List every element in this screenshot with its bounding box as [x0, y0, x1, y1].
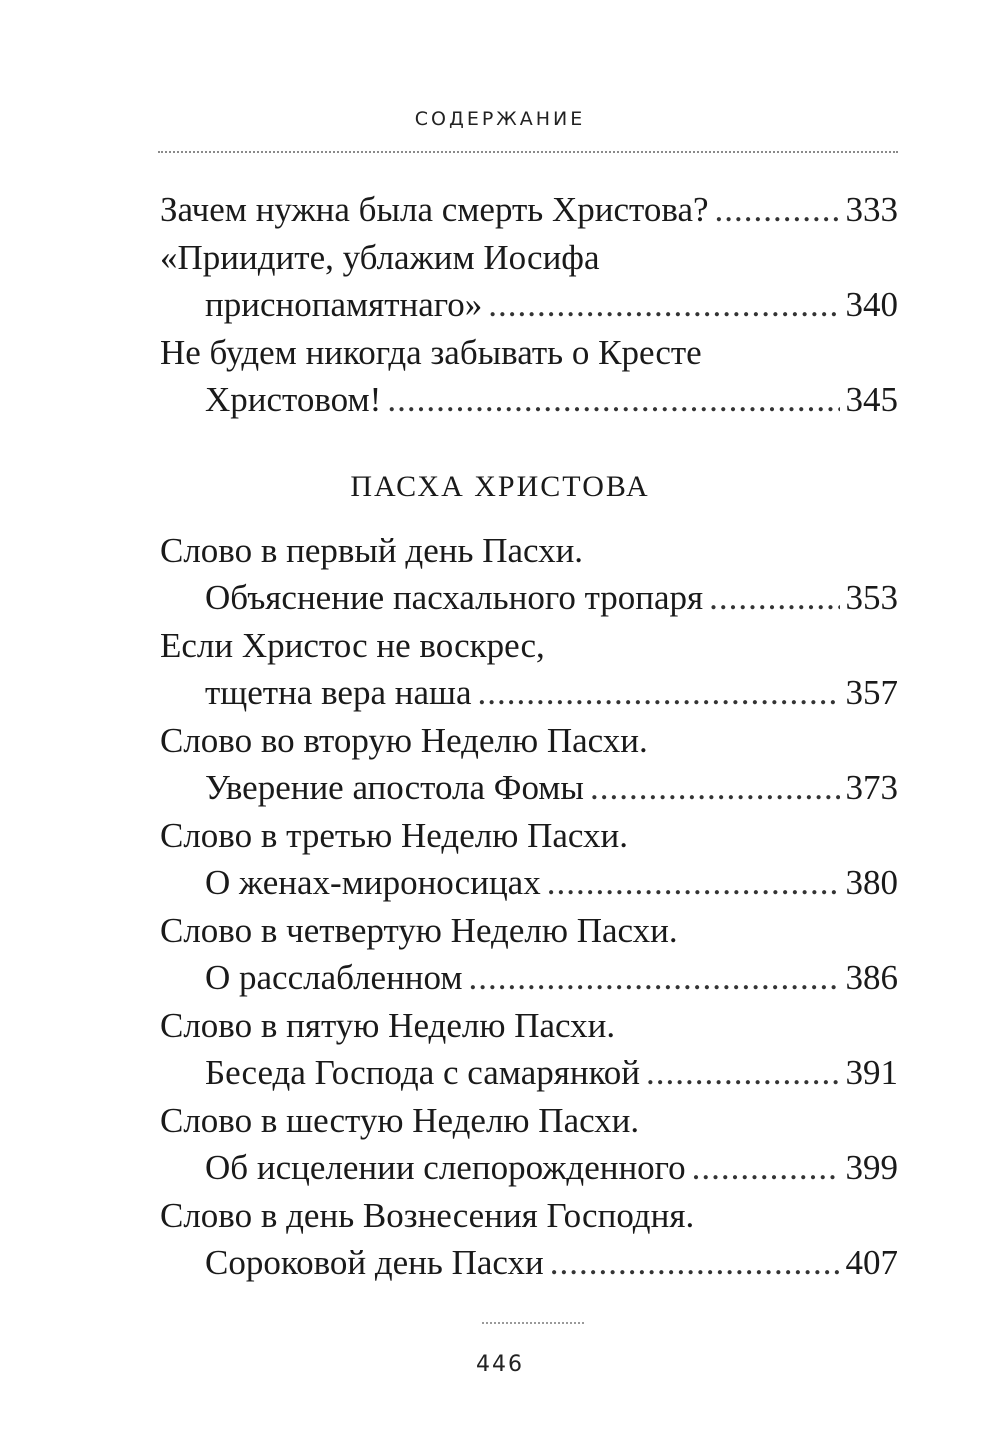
toc-entry-last-line — [160, 954, 898, 1001]
toc-entry-last-line — [160, 764, 898, 811]
toc-entry-title-line: Слово в шестую Неделю Пасхи. — [160, 1101, 640, 1140]
toc-entry-title: Уверение апостола Фомы — [205, 768, 584, 807]
toc-entry[interactable] — [160, 1097, 898, 1191]
toc-entry-last-line — [160, 1239, 898, 1286]
toc-entry[interactable] — [160, 622, 898, 716]
toc-list-top — [160, 186, 898, 423]
toc-entry-title-line: Слово в день Вознесения Господня. — [160, 1196, 695, 1235]
header-divider — [158, 151, 898, 153]
toc-entry-last-line — [160, 859, 898, 906]
toc-entry[interactable] — [160, 1192, 898, 1286]
toc-entry-title: Сороковой день Пасхи — [205, 1243, 544, 1282]
toc-entry-last-line — [160, 1144, 898, 1191]
toc-entry-last-line — [160, 669, 898, 716]
toc-entry-last-line — [160, 376, 898, 423]
toc-entry[interactable] — [160, 1002, 898, 1096]
toc-entry-last-line — [160, 186, 898, 233]
toc-page-number: 340 — [845, 285, 898, 324]
toc-entry-title: О женах-мироносицах — [205, 863, 541, 902]
toc-entry-title-line: Не будем никогда забывать о Кресте — [160, 333, 702, 372]
toc-page-number: 391 — [845, 1053, 898, 1092]
toc-page-number: 357 — [845, 673, 898, 712]
section-title: ПАСХА ХРИСТОВА — [350, 470, 650, 503]
toc-page-number: 345 — [845, 380, 898, 419]
running-head: СОДЕРЖАНИЕ — [414, 108, 586, 130]
dot-leader — [547, 859, 840, 906]
dot-leader — [709, 574, 839, 621]
toc-entry[interactable] — [160, 329, 898, 423]
toc-entry[interactable] — [160, 186, 898, 233]
toc-entry[interactable] — [160, 812, 898, 906]
toc-entry-title: О расслабленном — [205, 958, 463, 997]
toc-entry-title: Беседа Господа с самарянкой — [205, 1053, 641, 1092]
toc-entry[interactable] — [160, 907, 898, 1001]
toc-entry-title: Об исцелении слепорожденного — [205, 1148, 686, 1187]
page-number: 446 — [476, 1352, 524, 1377]
dot-leader — [590, 764, 840, 811]
toc-entry-last-line — [160, 1049, 898, 1096]
toc-entry-title-line: Слово во вторую Неделю Пасхи. — [160, 721, 648, 760]
toc-entry-title-line: «Приидите, ублажим Иосифа — [160, 238, 600, 277]
toc-entry-title: приснопамятнаго» — [205, 285, 483, 324]
toc-entry[interactable] — [160, 527, 898, 621]
toc-entry[interactable] — [160, 717, 898, 811]
toc-entry-title: Христовом! — [205, 380, 382, 419]
toc-page-number: 373 — [845, 768, 898, 807]
toc-entry-title-line: Слово в четвертую Неделю Пасхи. — [160, 911, 678, 950]
toc-entry-title-line: Слово в пятую Неделю Пасхи. — [160, 1006, 616, 1045]
toc-list-section — [160, 527, 898, 1286]
dot-leader — [692, 1144, 840, 1191]
toc-entry-title: тщетна вера наша — [205, 673, 472, 712]
dot-leader — [646, 1049, 839, 1096]
toc-page-number: 353 — [845, 578, 898, 617]
toc-entry-title-line: Слово в третью Неделю Пасхи. — [160, 816, 628, 855]
toc-entry[interactable] — [160, 234, 898, 328]
dot-leader — [550, 1239, 840, 1286]
toc-entry-title: Зачем нужна была смерть Христова? — [160, 190, 709, 229]
footer-divider — [482, 1322, 584, 1324]
toc-page-number: 386 — [845, 958, 898, 997]
dot-leader — [387, 376, 839, 423]
toc-entry-title-line: Слово в первый день Пасхи. — [160, 531, 584, 570]
toc-page-number: 399 — [845, 1148, 898, 1187]
toc-entry-last-line — [160, 574, 898, 621]
dot-leader — [715, 186, 840, 233]
toc-entry-title: Объяснение пасхального тропаря — [205, 578, 704, 617]
toc-page-number: 380 — [845, 863, 898, 902]
dot-leader — [469, 954, 840, 1001]
toc-page-number: 333 — [845, 190, 898, 229]
toc-page-number: 407 — [845, 1243, 898, 1282]
dot-leader — [477, 669, 839, 716]
toc-entry-title-line: Если Христос не воскрес, — [160, 626, 545, 665]
toc-entry-last-line — [160, 281, 898, 328]
dot-leader — [488, 281, 839, 328]
